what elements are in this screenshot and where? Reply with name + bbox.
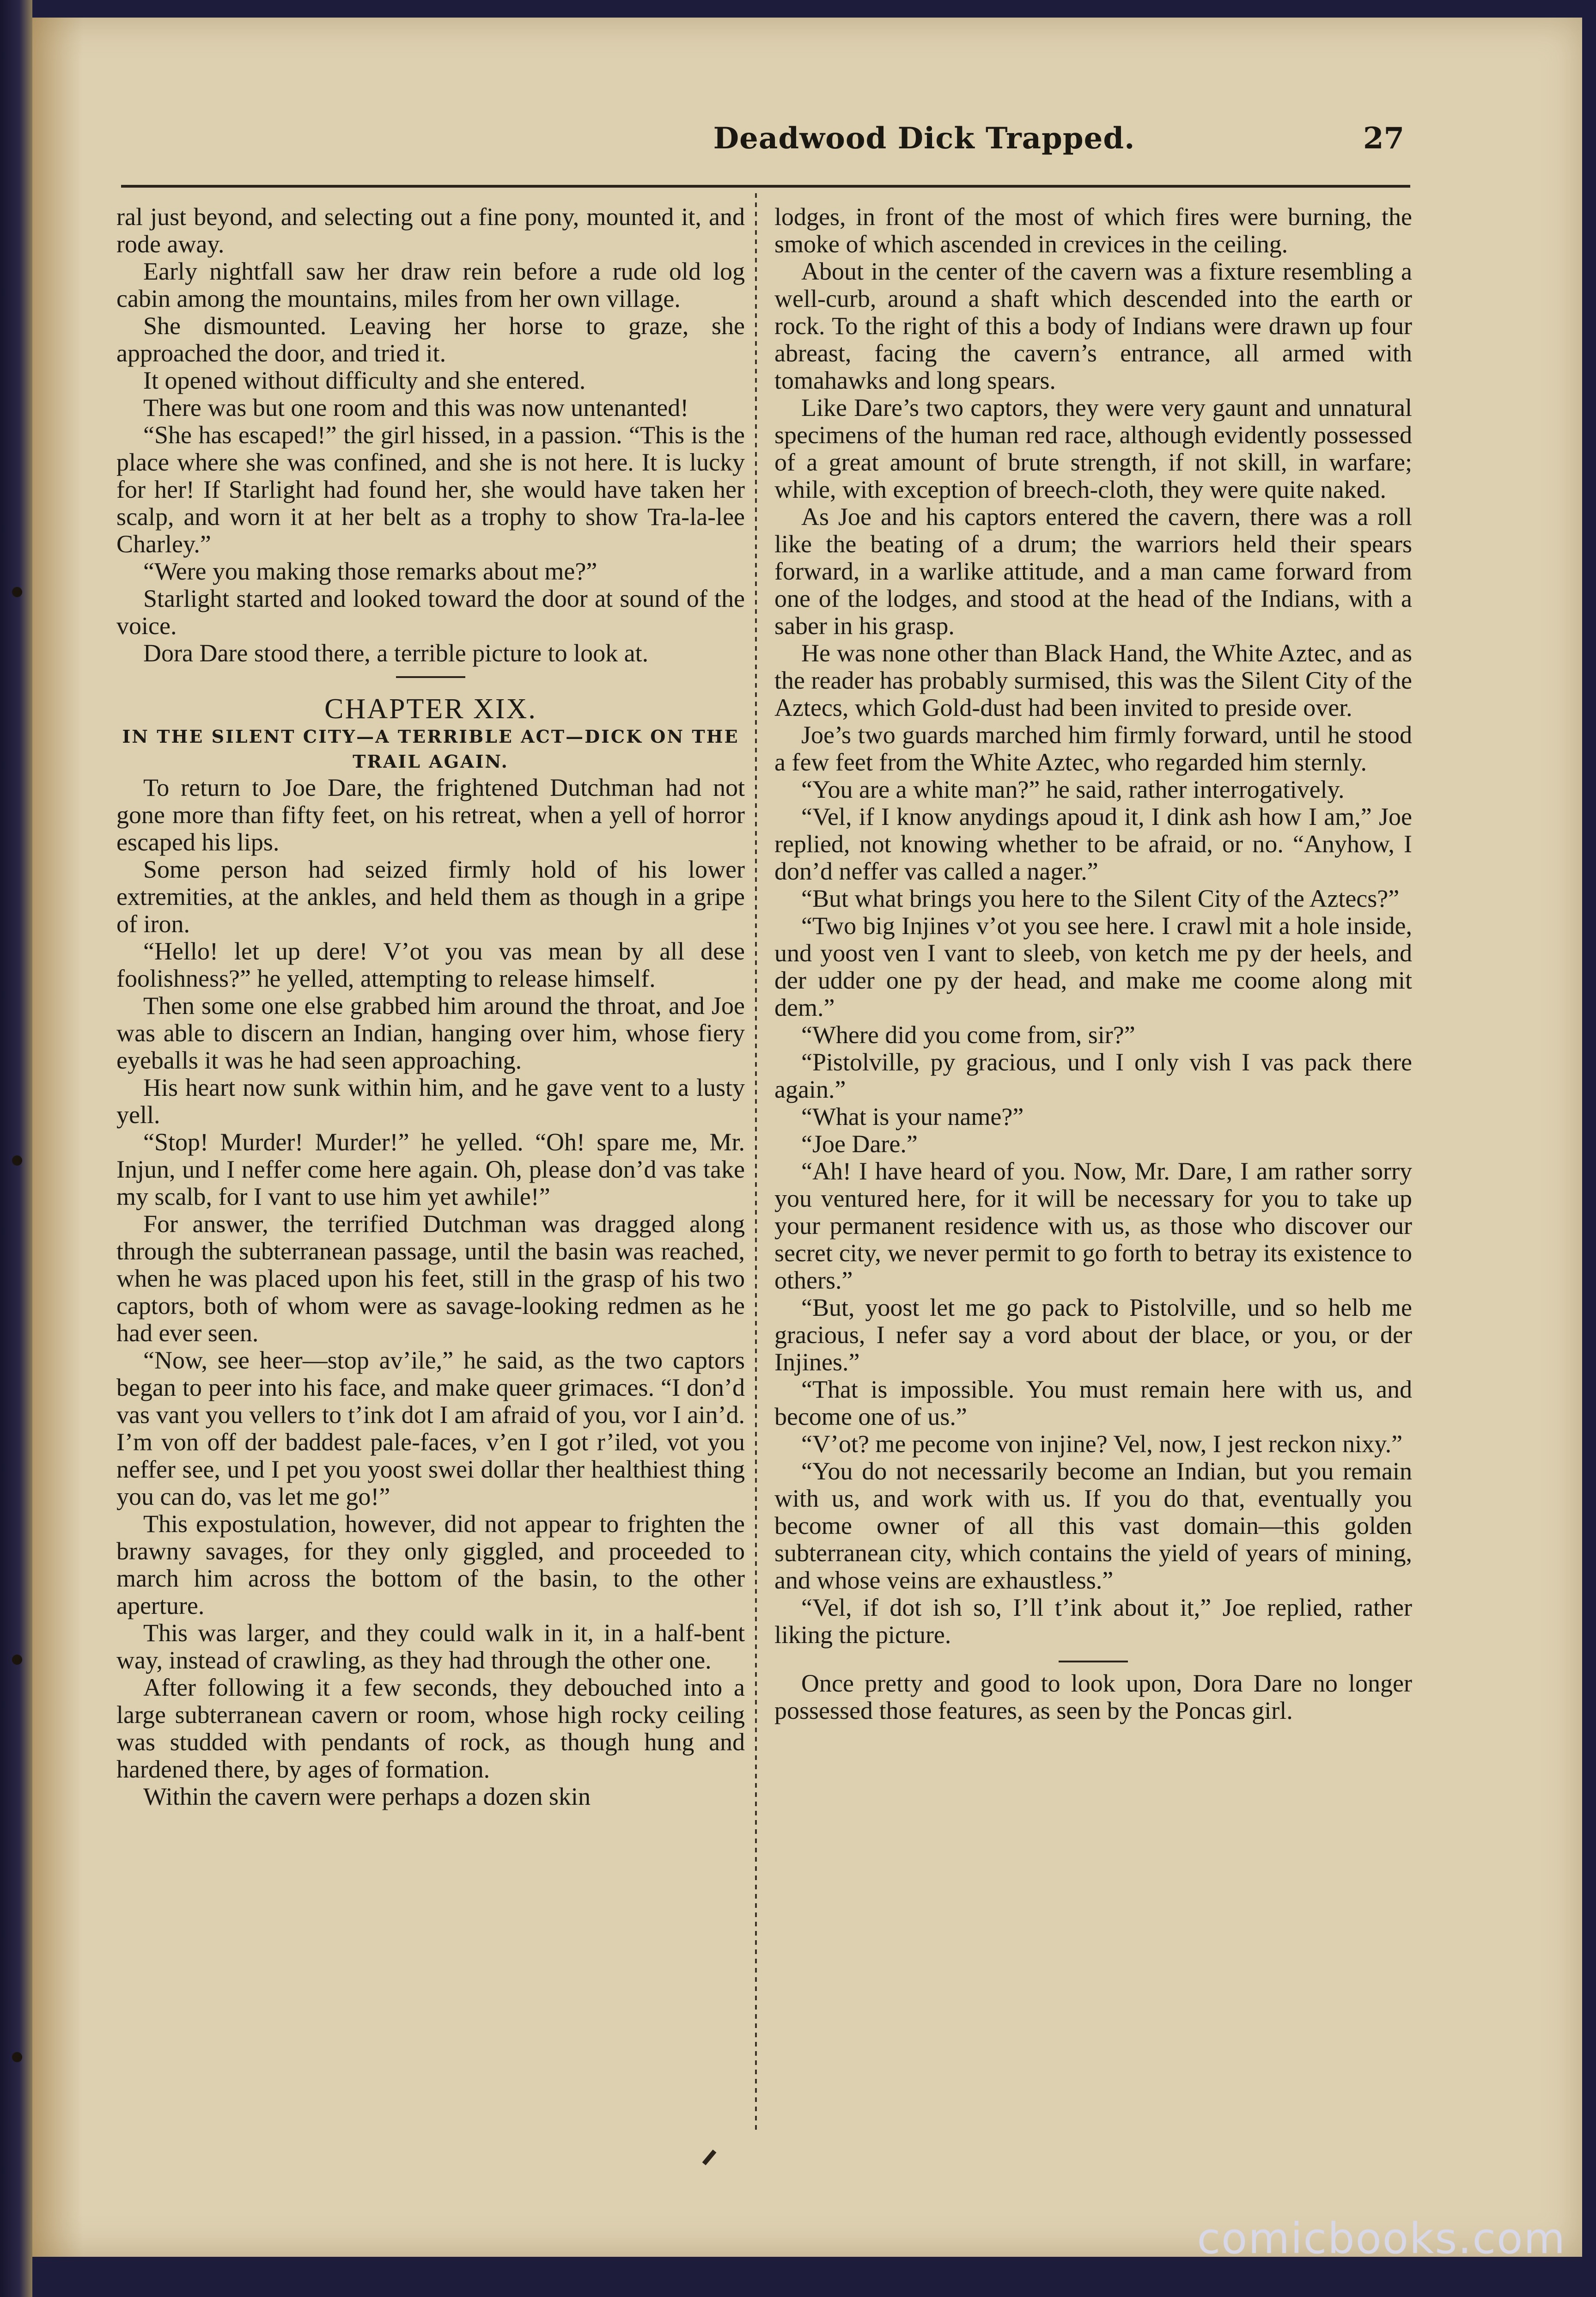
paragraph: His heart now sunk within him, and he gave vent to a lusty yell.: [116, 1074, 745, 1129]
running-header-title: Deadwood Dick Trapped.: [713, 121, 1135, 156]
paragraph: “Pistolville, py gracious, und I only vish I vas pack there again.”: [774, 1048, 1412, 1103]
paragraph: ral just beyond, and selecting out a fine pony, mounted it, and rode away.: [116, 203, 745, 258]
binding-staple: [12, 1655, 22, 1665]
page-number: 27: [1363, 121, 1405, 156]
column-divider: [755, 193, 757, 2130]
paragraph: She dismounted. Leaving her horse to graze, she approached the door, and tried it.: [116, 312, 745, 367]
chapter-title: CHAPTER XIX.: [324, 693, 537, 725]
paragraph: “Now, see heer—stop av’ile,” he said, as the two captors began to peer into his face, and make queer grimaces. “I don’d vas vant you vellers to t’ink dot I am afraid of you, vor I ain’d. I’m von off der baddest pale-faces, v’en I got r’iled, vot you neffer see, und I pet you yoost swei dollar ther healthiest thing you can do, vas let me go!”: [116, 1346, 745, 1510]
left-paragraphs-before-chapter: [116, 203, 745, 667]
paragraph: Joe’s two guards marched him firmly forward, until he stood a few feet from the White Aztec, who regarded him sternly.: [774, 721, 1412, 776]
paragraph: For answer, the terrified Dutchman was dragged along through the subterranean passage, until the basin was reached, when he was placed upon his feet, still in the grasp of his two captors, both of whom were as savage-looking redmen as he had ever seen.: [116, 1210, 745, 1347]
paragraph: Within the cavern were perhaps a dozen skin: [143, 1783, 591, 1810]
paragraph: “That is impossible. You must remain here with us, and become one of us.”: [774, 1375, 1412, 1430]
paragraph: “V’ot? me pecome von injine? Vel, now, I jest reckon nixy.”: [801, 1430, 1403, 1458]
watermark: comicbooks.com: [1197, 2214, 1566, 2263]
paragraph: After following it a few seconds, they debouched into a large subterranean cavern or room, whose high rocky ceiling was studded with pendants of rock, as though hung and hardened there, by ages of formation.: [116, 1674, 745, 1783]
paragraph: “You do not necessarily become an Indian, but you remain with us, and work with us. If you do that, eventually you become owner of all this vast domain—this golden subterranean city, which contains the yield of years of mining, and whose veins are exhaustless.”: [774, 1457, 1412, 1594]
paragraph: “Joe Dare.”: [801, 1130, 918, 1158]
binding-staple: [12, 2052, 22, 2062]
paragraph: Dora Dare stood there, a terrible picture to look at.: [143, 639, 649, 667]
book-spine: [0, 0, 32, 2297]
left-paragraphs-after-chapter: [116, 774, 745, 1810]
paragraph: He was none other than Black Hand, the White Aztec, and as the reader has probably surmised, this was the Silent City of the Aztecs, which Gold-dust had been invited to preside over.: [774, 639, 1412, 721]
paragraph: Like Dare’s two captors, they were very gaunt and unnatural specimens of the human red race, although evidently possessed of a great amount of brute strength, if not skill, in warfare; while, with exception of breech-cloth, they were quite naked.: [774, 394, 1412, 503]
paragraph: “But, yoost let me go pack to Pistolville, und so helb me gracious, I nefer say a vord about der blace, or you, or der Injines.”: [774, 1294, 1412, 1376]
paragraph: “You are a white man?” he said, rather interrogatively.: [801, 776, 1345, 803]
left-column: [116, 203, 745, 1810]
paragraph: “But what brings you here to the Silent City of the Aztecs?”: [801, 885, 1400, 912]
paragraph: Early nightfall saw her draw rein before a rude old log cabin among the mountains, miles from her own village.: [116, 257, 745, 312]
paragraph: Then some one else grabbed him around the throat, and Joe was able to discern an Indian, hanging over him, whose fiery eyeballs it was he had seen approaching.: [116, 992, 745, 1074]
closing-paragraph: Once pretty and good to look upon, Dora Dare no longer possessed those features, as seen by the Poncas girl.: [774, 1669, 1412, 1724]
paragraph: This was larger, and they could walk in it, in a half-bent way, instead of crawling, as they had through the other one.: [116, 1619, 745, 1674]
paragraph: Some person had seized firmly hold of his lower extremities, at the ankles, and held them as though in a gripe of iron.: [116, 855, 745, 938]
paragraph: About in the center of the cavern was a fixture resembling a well-curb, around a shaft which descended into the earth or rock. To the right of this a body of Indians were drawn up four abreast, facing the cavern’s entrance, all armed with tomahawks and long spears.: [774, 257, 1412, 394]
right-paragraphs: [774, 203, 1412, 1649]
paragraph: “What is your name?”: [801, 1103, 1024, 1130]
paragraph: “Where did you come from, sir?”: [801, 1021, 1135, 1049]
paragraph: lodges, in front of the most of which fires were burning, the smoke of which ascended in crevices in the ceiling.: [774, 203, 1412, 258]
chapter-subtitle: IN THE SILENT CITY—A TERRIBLE ACT—DICK ON THE TRAIL AGAIN.: [122, 726, 739, 772]
paragraph: To return to Joe Dare, the frightened Dutchman had not gone more than fifty feet, on his retreat, when a yell of horror escaped his lips.: [116, 774, 745, 856]
paragraph: It opened without difficulty and she entered.: [143, 367, 586, 394]
paragraph: “Vel, if dot ish so, I’ll t’ink about it,” Joe replied, rather liking the picture.: [774, 1594, 1412, 1649]
paragraph: “Were you making those remarks about me?”: [143, 557, 597, 585]
paragraph: There was but one room and this was now untenanted!: [143, 394, 689, 422]
paragraph: “Ah! I have heard of you. Now, Mr. Dare, I am rather sorry you ventured here, for it will be necessary for you to take up your permanent residence with us, as those who discover our secret city, we never permit to go forth to betray its existence to others.”: [774, 1157, 1412, 1294]
header-rule: [121, 185, 1410, 188]
section-rule: [396, 676, 465, 678]
paragraph: “Hello! let up dere! V’ot you vas mean by all dese foolishness?” he yelled, attempting to release himself.: [116, 937, 745, 992]
binding-staple: [12, 587, 22, 597]
section-rule: [1059, 1661, 1128, 1662]
paragraph: As Joe and his captors entered the cavern, there was a roll like the beating of a drum; the warriors held their spears forward, in a warlike attitude, and a man came forward from one of the lodges, and stood at the head of the Indians, with a saber in his grasp.: [774, 503, 1412, 640]
paragraph: “Vel, if I know anydings apoud it, I dink ash how I am,” Joe replied, not knowing whether to be afraid, or no. “Anyhow, I don’d neffer vas called a nager.”: [774, 803, 1412, 885]
paragraph: “Stop! Murder! Murder!” he yelled. “Oh! spare me, Mr. Injun, und I neffer come here again. Oh, please don’d vas take my scalb, for I vant to use him yet awhile!”: [116, 1128, 745, 1210]
paragraph: Starlight started and looked toward the door at sound of the voice.: [116, 585, 745, 640]
binding-staple: [12, 1155, 22, 1166]
paragraph: “She has escaped!” the girl hissed, in a passion. “This is the place where she was confined, and she is not here. It is lucky for her! If Starlight had found her, she would have taken her scalp, and worn it at her belt as a trophy to show Tra-la-lee Charley.”: [116, 421, 745, 558]
right-column: [774, 203, 1412, 1724]
paragraph: This expostulation, however, did not appear to frighten the brawny savages, for they only giggled, and proceeded to march him across the bottom of the basin, to the other aperture.: [116, 1510, 745, 1619]
paragraph: “Two big Injines v’ot you see here. I crawl mit a hole inside, und yoost ven I vant to sleeb, von ketch me py der heels, and der udder one py der head, and make me coome along mit dem.”: [774, 912, 1412, 1021]
